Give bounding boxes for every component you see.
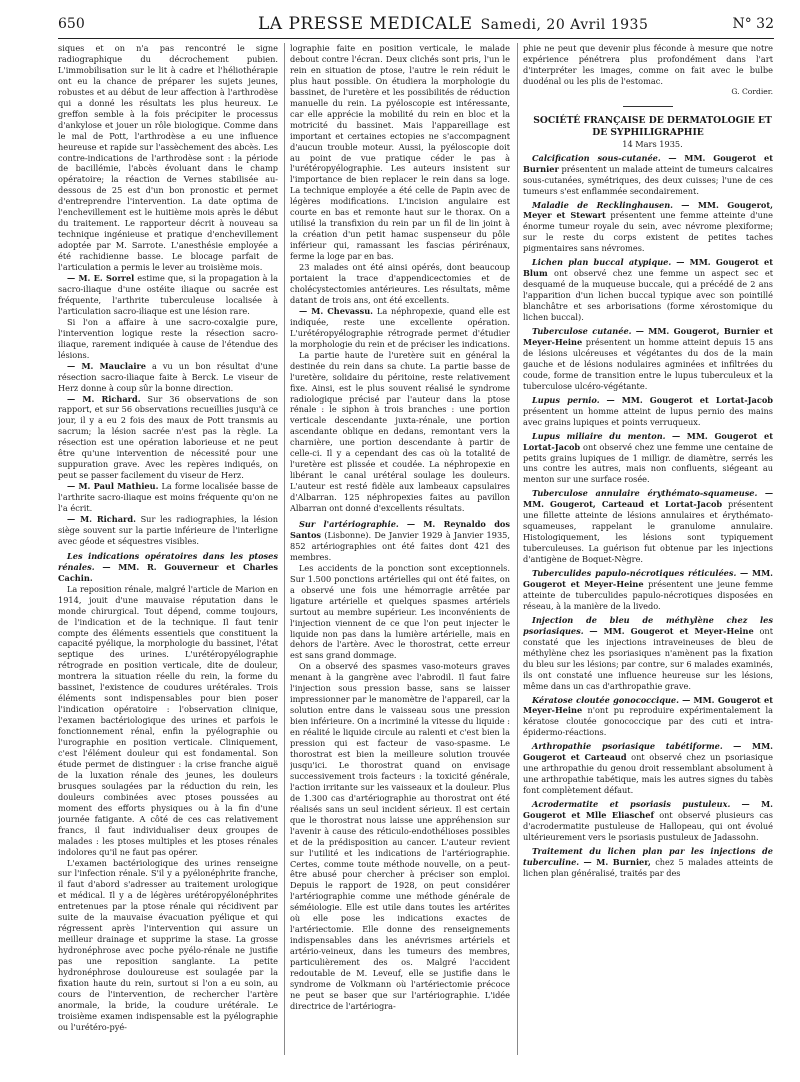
communication-entry bbox=[523, 568, 773, 612]
paragraph-text: Sur 36 observations de son rapport, et sur 56 observations recueillies jusqu'à ce jour, il y a eu 2 fois des maux de Pott transmis au sacrum; la lésion sacrée n'est pas la règle. La résection est une opération laborieuse et ne peut être qu'une intervention de nécessité pour une suppuration grave. Avec les repères indiqués, on peut se passer facilement du viseur de Herz. bbox=[58, 393, 278, 481]
column-1 bbox=[58, 43, 278, 1063]
paragraph bbox=[58, 514, 278, 547]
entry-title: Tuberculose cutanée. bbox=[532, 326, 632, 337]
entry-authors: — M. Burnier, bbox=[583, 856, 651, 867]
paragraph: Les accidents de la ponction sont exceptionnels. Sur 1.500 ponctions artérielles qui ont été faites, on a observé une fois une hémorragie arrêtée par ligature artérielle et quelques spasmes artériels surtout au membre supérieur. Les inconvénients de l'injection viennent de ce que l'on peut injecter le liquide non pas dans la lumière artérielle, mais en dehors de l'artère. Avec le thorostrat, cette erreur est sans grand dommage. bbox=[290, 562, 510, 661]
speaker-name: — M. E. Sorrel bbox=[67, 273, 135, 284]
speaker-name: — M. Mauclaire bbox=[67, 360, 146, 371]
authors: — MM. R. Gouverneur et Charles Cachin. bbox=[58, 561, 278, 583]
paragraph: La partie haute de l'uretère suit en général la destinée du rein dans sa chute. La partie basse de l'uretère, solidaire du péritoine, reste relativement fixe. Ainsi, est le plus souvent réalisé le syndrome radiologique précisé par l'auteur dans la ptose rénale : le siphon à trois branches : une portion verticale descendante juxta-rénale, une portion ascendante oblique en dedans, remontant vers la charnière, une portion descendante à partir de celle-ci. Il y a cependant des cas où la totalité de l'uretère est plissée et coudée. La néphropexie en libérant le canal urétéral soulage les douleurs. L'auteur est resté fidèle aux lambeaux capsulaires d'Albarran. 125 néphropexies faites au pavillon Albarran ont donné d'excellents résultats. bbox=[290, 349, 510, 514]
entry-text: ont observé chez une femme une centaine de petits grains lupiques de 1 milligr. de diamètre, serrés les uns contre les autres, mais non confluents, siégeant au menton sur une surface rosée. bbox=[523, 441, 773, 485]
section-title: Sur l'artériographie. bbox=[299, 518, 399, 529]
authors: — M. Reynaldo dos Santos bbox=[290, 518, 510, 540]
entry-title: Lupus pernio. bbox=[532, 394, 600, 405]
communication-entry bbox=[523, 846, 773, 879]
communication-entry bbox=[523, 695, 773, 739]
speaker-name: — M. Richard. bbox=[67, 513, 136, 524]
paragraph-text: (Lisbonne). De Janvier 1929 à Janvier 1935, 852 artériographies ont été faites dont 421 des membres. bbox=[290, 529, 510, 562]
entry-authors: — MM. Gougerot et Burnier bbox=[523, 152, 773, 174]
paragraph: Si l'on a affaire à une sacro-coxalgie pure, l'intervention logique reste la résection sacro-iliaque, rarement indiquée à cause de l'étendue des lésions. bbox=[58, 316, 278, 360]
entry-authors: — MM. Gougerot, Meyer et Stewart bbox=[523, 199, 773, 221]
paragraph: 23 malades ont été ainsi opérés, dont beaucoup portaient la trace d'appendicectomies et de cholécystectomies antérieures. Les résultats, même datant de trois ans, ont été excellents. bbox=[290, 262, 510, 305]
communication-entry bbox=[523, 741, 773, 796]
paragraph: L'examen bactériologique des urines renseigne sur l'infection rénale. S'il y a pyélonéphrite franche, il faut d'abord s'adresser au traitement urologique et médical. Il y a de légères urétéropyélonéphrites entretenues par la ptose rénale qui récidivent par suite de la mauvaise évacuation pyélique et qui régressent après l'intervention qui assure un meilleur drainage et supprime la stase. La grosse hydronéphrose avec poche pyélo-rénale ne justifie pas une reposition sanglante. La petite hydronéphrose douloureuse est soulagée par la fixation haute du rein, surtout si l'on a eu soin, au cours de l'intervention, de rechercher l'artère anormale, la bride, la coudure urétérale. Le troisième examen indispensable est la pyélographie ou l'urétéro-pyé- bbox=[58, 857, 278, 1032]
entry-authors: — MM. Gougerot et Meyer-Heine bbox=[523, 694, 773, 716]
paragraph-text: La forme localisée basse de l'arthrite sacro-iliaque est moins fréquente qu'on ne l'a écrit. bbox=[58, 481, 278, 514]
column-2 bbox=[290, 43, 510, 1063]
entry-text: présentent un homme atteint depuis 15 ans de lésions ulcéreuses et végétantes du dos de la main gauche et de lésions nodulaires agminées et infiltrées du coude, forme de transition entre le lupus tuberculeux et la tuberculose ulcéro-végétante. bbox=[523, 336, 773, 391]
entry-text: ont observé plusieurs cas d'acrodermatite pustuleuse de Hallopeau, qui ont évolué ultérieurement vers le psoriasis pustuleux de Jadassohn. bbox=[523, 810, 773, 842]
society-title: SOCIÉTÉ FRANÇAISE DE DERMATOLOGIE ET DE SYPHILIGRAPHIE bbox=[533, 114, 772, 138]
entry-title: Acrodermatite et psoriasis pustuleux. bbox=[532, 799, 731, 810]
paragraph bbox=[58, 361, 278, 394]
header-rule bbox=[58, 38, 774, 39]
entry-text: ont observé chez une femme un aspect sec et desquamé de la muqueuse buccale, qui a précédé de 2 ans l'apparition d'un lichen buccal typique avec son pointillé blanchâtre et ses arborisations (forme xérostomique du lichen buccal). bbox=[523, 268, 773, 323]
entry-text: ont constaté que les injections intraveineuses de bleu de méthylène chez les psoriasiques n'amènent pas la fixation du bleu sur les lésions; par contre, sur 6 malades examinés, ils ont constaté une influence heureuse sur les lésions, même dans un cas d'arthropathie grave. bbox=[523, 625, 773, 691]
paragraph-text: La néphropexie, quand elle est indiquée, reste une excellente opération. L'urétéropyélographie rétrograde permet d'étudier la morphologie du rein et de préciser les indications. bbox=[290, 305, 510, 349]
divider bbox=[623, 106, 673, 107]
entry-authors: — MM. Gougerot et Lortat-Jacob bbox=[523, 430, 773, 452]
entry-text: présentent une jeune femme atteinte de tuberculides papulo-nécrotiques disposées en réseau, à la manière de la livedo. bbox=[523, 578, 773, 611]
entry-authors: — MM. Gougerot, Carteaud et Lortat-Jacob bbox=[523, 488, 773, 510]
issue-number: N° 32 bbox=[732, 16, 774, 32]
paragraph bbox=[58, 273, 278, 317]
entry-title: Lichen plan buccal atypique. bbox=[532, 257, 672, 268]
entry-title: Calcification sous-cutanée. bbox=[532, 152, 661, 163]
entry-title: Injection de bleu de méthylène chez les psoriasiques. bbox=[523, 614, 773, 636]
entry-text: présentent un homme atteint de lupus pernio des mains avec grains lupiques et points verruqueux. bbox=[523, 405, 773, 427]
paragraph: On a observé des spasmes vaso-moteurs graves menant à la gangrène avec l'abrodil. Il faut faire l'injection sous pression basse, sans se laisser impressionner par le manomètre de l'appareil, car la solution entre dans le vaisseau sous une pression bien inférieure. On a incriminé la vitesse du liquide : en réalité le liquide circule au ralenti et c'est bien la pression qui est facteur de vaso-spasme. Le thorostrat est bien la meilleure solution trouvée jusqu'ici. Le thorostrat quand on envisage successivement trois facteurs : la toxicité générale, l'action irritante sur les vaisseaux et la douleur. Plus de 1.300 cas d'artériographie au thorostrat ont été réalisés sans un seul incident sérieux. Il est certain que le thorostrat nous laisse une appréhension sur l'avenir à cause des réticulo-endothélioses possibles et de la prédisposition au cancer. L'auteur revient sur l'utilité et les indications de l'artériographie. Certes, comme toute méthode nouvelle, on a peut-être abusé pour chercher à préciser son emploi. Depuis le rapport de 1928, on peut considérer l'artériographie comme une méthode générale de séméiologie. Elle est utile dans toutes les artérites où elle pose les indications exactes de l'artériectomie. Elle donne des renseignements indispensables dans les anévrismes artériels et artério-veineux, dans les tumeurs des membres, particulièrement des os. Malgré l'accident redoutable de M. Leveuf, elle se justifie dans le syndrome de Volkmann où l'artériectomie précoce ne peut se baser que sur l'artériographie. L'idée directrice de l'artériogra- bbox=[290, 661, 510, 1011]
entry-text: n'ont pu reproduire expérimentalement la kératose cloutée gonococcique par des cuti et intra-épidermo-réactions. bbox=[523, 705, 773, 738]
speaker-name: — M. Richard. bbox=[67, 393, 141, 404]
section-title: Les indications opératoires dans les ptoses rénales. bbox=[58, 550, 278, 572]
paragraph-text: estime que, si la propagation à la sacro-iliaque d'une ostéite iliaque ou sacrée est fréquente, l'arthrite tuberculeuse localisée à l'articulation sacro-iliaque est une lésion rare. bbox=[58, 273, 278, 316]
communication-entry bbox=[523, 431, 773, 486]
issue-date: Samedi, 20 Avril 1935 bbox=[480, 17, 649, 33]
paragraph bbox=[58, 394, 278, 482]
communication-entry bbox=[523, 153, 773, 197]
entry-text: présentent une femme atteinte d'une énorme tumeur royale du sein, avec névrome plexiforme; sur le reste du corps existent de petites taches pigmentaires sans névromes. bbox=[523, 210, 773, 254]
entry-title: Maladie de Recklinghausen. bbox=[532, 199, 674, 210]
communication-entry bbox=[523, 326, 773, 392]
communication-entry bbox=[523, 615, 773, 692]
communication-entry bbox=[523, 200, 773, 255]
entry-authors: — MM. Gougerot et Lortat-Jacob bbox=[606, 394, 773, 405]
entry-authors: — MM. Gougerot et Meyer-Heine bbox=[523, 568, 773, 589]
communication-entry bbox=[523, 395, 773, 428]
entries-list bbox=[523, 153, 773, 879]
paragraph bbox=[58, 481, 278, 514]
entry-title: Arthropathie psoriasique tabétiforme. bbox=[532, 741, 723, 752]
entry-text: présentent un malade atteint de tumeurs calcaires sous-cutanées, symétriques, des deux cuisses; l'une de ces tumeurs s'est enflammée secondairement. bbox=[523, 163, 773, 196]
entry-text: ont observé chez un psoriasique une arthropathie du genou droit ressemblant absolument à une arthropathie tabétique, mais les autres signes du tabès font complètement défaut. bbox=[523, 752, 773, 796]
paragraph: La reposition rénale, malgré l'article de Marion en 1914, jouit d'une mauvaise réputation dans le monde chirurgical. Tout dépend, comme toujours, de l'indication et de la technique. Il faut tenir compte des éléments essentiels que constituent la capacité pyélique, la morphologie du bassinet, l'état septique des urines. L'urétéropyélographie rétrograde en position verticale, dite de douleur, montrera la situation réelle du rein, la forme du bassinet, l'existence de coudures urétérales. Trois éléments sont indispensables pour bien poser l'indication opératoire : l'observation clinique, l'examen bactériologique des urines et parfois le fonctionnement rénal, enfin la pyélographie ou l'urographie en position verticale. Cliniquement, c'est l'élément douleur qui est fondamental. Son étude permet de distinguer : la crise franche aiguë de la luxation rénale des jeunes, les douleurs brusques soulagées par la réduction du rein, les douleurs combinées avec ptoses poussées au moment des efforts physiques ou à la fin d'une journée fatigante. A côté de ces cas relativement francs, il faut individualiser deux groupes de malades : les ptoses multiples et les ptoses rénales indolores qu'il ne faut pas opérer. bbox=[58, 583, 278, 857]
entry-text: chez 5 malades atteints de lichen plan généralisé, traités par des bbox=[523, 856, 773, 878]
paragraph-text: a vu un bon résultat d'une résection sacro-iliaque faite à Berck. Le viseur de Herz donne à coup sûr la bonne direction. bbox=[58, 360, 278, 393]
paragraph: phie ne peut que devenir plus féconde à mesure que notre expérience pénétrera plus profondément dans l'art d'interpréter les images, comme on fait avec le bulbe duodénal ou les plis de l'estomac. bbox=[523, 43, 773, 86]
paragraph bbox=[290, 306, 510, 350]
entry-title: Tuberculides papulo-nécrotiques réticulées. bbox=[532, 568, 737, 579]
entry-authors: — MM. Gougerot, Burnier et Meyer-Heine bbox=[523, 326, 773, 347]
communication-entry bbox=[523, 257, 773, 323]
entry-authors: — MM. Gougerot et Blum bbox=[523, 257, 773, 279]
column-3 bbox=[523, 43, 773, 1063]
column-divider bbox=[517, 43, 518, 1055]
entry-title: Kératose cloutée gonococcique. bbox=[532, 694, 679, 705]
society-date: 14 Mars 1935. bbox=[622, 138, 683, 149]
journal-name: LA PRESSE MEDICALE bbox=[258, 14, 473, 34]
speaker-name: — M. Paul Mathieu. bbox=[67, 481, 159, 492]
page-header bbox=[58, 12, 774, 36]
entry-title: Traitement du lichen plan par les injections de tuberculine. bbox=[523, 845, 773, 867]
communication-entry bbox=[523, 488, 773, 565]
entry-authors: — M. Gougerot et Mlle Eliaschef bbox=[523, 799, 773, 821]
entry-title: Lupus miliaire du menton. bbox=[532, 430, 666, 441]
paragraph: siques et on n'a pas rencontré le signe radiographique du décrochement pubien. L'immobilisation sur le lit à cadre et l'héliothérapie ont eu la chance de préparer les sujets jeunes, robustes et au début de leur affection à l'arthrodèse qui a donné les résultats les plus heureux. Le greffon semble à la fois précipiter le processus d'ankylose et jouer un rôle biologique. Comme dans le mal de Pott, l'arthrodèse a eu une influence heureuse et rapide sur l'assèchement des abcès. Les contre-indications de l'arthrodèse sont : la période de bacillémie, l'abcès évoluant dans le champ opératoire; la réaction de Vernes stabilisée au-dessous de 25 est d'un bon pronostic et permet d'entreprendre l'intervention. La date optima de l'enchevillement est le huitième mois après le début du traitement. Le rapporteur décrit à nouveau sa technique ingénieuse et pratique d'enchevillement adoptée par M. Sarrote. L'anesthésie employée a été rachidienne basse. Le blocage parfait de l'articulation a permis le lever au troisième mois. bbox=[58, 43, 278, 273]
entry-authors: — MM. Gougerot et Carteaud bbox=[523, 741, 773, 763]
column-divider bbox=[284, 43, 285, 1055]
paragraph: lographie faite en position verticale, le malade debout contre l'écran. Deux clichés sont pris, l'un le rein en situation de ptose, l'autre le rein réduit le plus haut possible. On étudiera la morphologie du bassinet, de l'uretère et les possibilités de réduction manuelle du rein. La pyéloscopie est intéressante, car elle apprécie la mobilité du rein en bloc et la motricité du bassinet. Mais l'appareillage est important et certaines ectopies ne s'accompagnent d'aucun trouble moteur. Aussi, la pyéloscopie doit au point de vue pratique céder le pas à l'urétéropyélographie. Les auteurs insistent sur l'importance de bien replacer le rein dans sa loge. La technique employée a été celle de Papin avec de légères modifications. L'incision angulaire est courte en bas et remonte haut sur le thorax. On a utilisé la transfixion du rein par un fil de lin joint à la création d'un petit hamac suspenseur du pôle inférieur qui, ramassant les fascias périrénaux, ferme la loge par en bas. bbox=[290, 43, 510, 262]
communication-entry bbox=[523, 799, 773, 843]
speaker-name: — M. Chevassu. bbox=[299, 305, 374, 316]
entry-title: Tuberculose annulaire érythémato-squameuse. bbox=[532, 488, 758, 499]
entry-text: présentent une fillette atteinte de lésions annulaires et érythémato-squameuses, rappelant le granulome annulaire. Histologiquement, les lésions sont typiquement tuberculeuses. La guérison fut obtenue par les injections d'antigène de Boquet-Nègre. bbox=[523, 499, 773, 565]
section-heading bbox=[290, 519, 510, 563]
author-signature: G. Cordier. bbox=[731, 86, 773, 96]
section-heading bbox=[58, 551, 278, 584]
journal-title bbox=[258, 14, 648, 34]
paragraph-text: Sur les radiographies, la lésion siège souvent sur la partie inférieure de l'interligne avec géode et séquestres visibles. bbox=[58, 513, 278, 546]
page-number: 650 bbox=[58, 16, 85, 32]
entry-authors: — MM. Gougerot et Meyer-Heine bbox=[589, 625, 754, 636]
